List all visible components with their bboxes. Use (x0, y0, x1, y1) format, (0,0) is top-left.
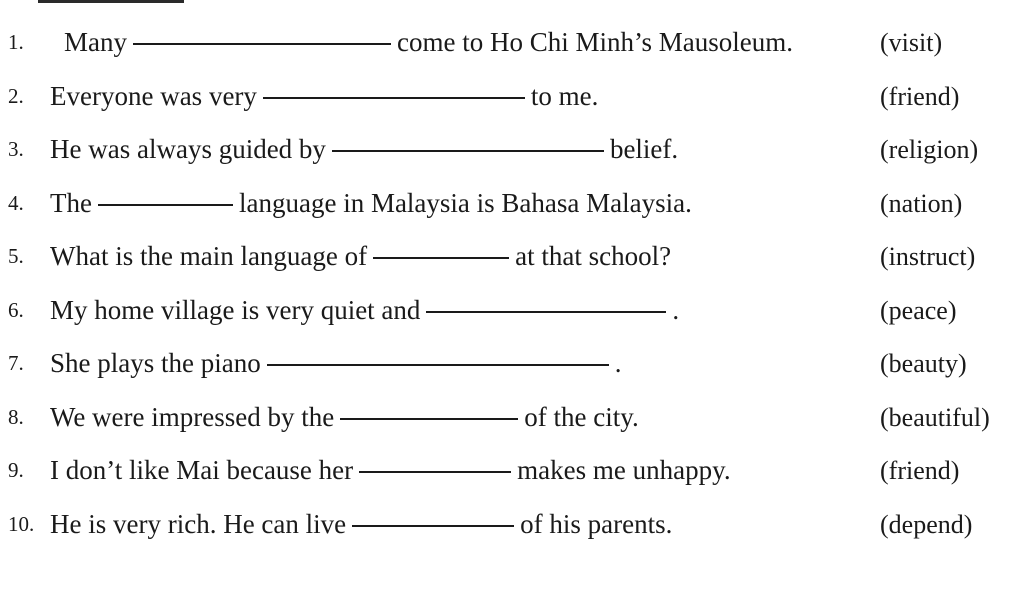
word-hint: (depend) (880, 509, 973, 539)
answer-blank[interactable] (359, 470, 511, 473)
sentence-end: makes me unhappy. (517, 455, 731, 485)
sentence-start: My home village is very quiet and (50, 294, 421, 325)
sentence-start: We were impressed by the (50, 401, 335, 432)
sentence-end: of his parents. (520, 508, 673, 539)
word-hint: (visit) (880, 28, 943, 57)
sentence-start: I don’t like Mai because her (50, 455, 354, 485)
sentence-end: at that school? (515, 241, 672, 271)
sentence-start: What is the main language of (50, 241, 368, 271)
item-sentence (50, 498, 672, 552)
exercise-item (0, 337, 1024, 391)
sentence-end: . (672, 294, 680, 325)
sentence-start: Many (64, 27, 127, 57)
item-sentence (50, 230, 671, 284)
item-number: 10. (8, 511, 35, 536)
exercise-item (0, 70, 1024, 124)
sentence-end: belief. (609, 134, 679, 164)
exercise-item (0, 123, 1024, 177)
exercise-item (0, 444, 1024, 498)
sentence-start: He is very rich. He can live (50, 508, 347, 539)
item-sentence (50, 391, 639, 445)
answer-blank[interactable] (98, 203, 233, 206)
sentence-end: of the city. (524, 401, 639, 432)
word-hint: (friend) (880, 456, 960, 485)
item-number: 5. (8, 244, 24, 268)
item-number: 2. (8, 83, 24, 108)
exercise-item (0, 16, 1024, 70)
item-number: 3. (8, 137, 24, 161)
word-hint: (nation) (880, 188, 963, 218)
word-hint: (beauty) (880, 349, 967, 378)
item-number: 6. (8, 297, 24, 322)
word-hint: (instruct) (880, 242, 976, 271)
item-number: 8. (8, 404, 24, 429)
exercise-item (0, 498, 1024, 552)
item-number: 9. (8, 458, 24, 482)
answer-blank[interactable] (267, 363, 609, 366)
item-number: 4. (8, 190, 24, 215)
answer-blank[interactable] (340, 417, 518, 420)
exercise-item (0, 177, 1024, 231)
exercise-item (0, 391, 1024, 445)
top-rule (38, 0, 184, 3)
item-sentence (64, 16, 793, 70)
exercise-item (0, 230, 1024, 284)
item-number: 7. (8, 351, 24, 375)
answer-blank[interactable] (332, 149, 604, 152)
sentence-end: come to Ho Chi Minh’s Mausoleum. (397, 27, 793, 57)
item-sentence (50, 177, 692, 231)
item-sentence (50, 284, 679, 338)
item-sentence (50, 123, 678, 177)
word-hint: (beautiful) (880, 402, 990, 432)
exercise-item (0, 284, 1024, 338)
sentence-end: . (614, 348, 622, 378)
item-number: 1. (8, 30, 24, 54)
answer-blank[interactable] (263, 96, 525, 99)
word-hint: (religion) (880, 135, 979, 164)
sentence-start: The (50, 187, 92, 218)
item-sentence (50, 337, 621, 391)
word-hint: (peace) (880, 295, 957, 325)
sentence-start: She plays the piano (50, 348, 261, 378)
word-hint: (friend) (880, 81, 960, 111)
item-sentence (50, 444, 731, 498)
answer-blank[interactable] (426, 310, 666, 313)
item-sentence (50, 70, 598, 124)
sentence-start: Everyone was very (50, 80, 257, 111)
sentence-end: to me. (530, 80, 599, 111)
answer-blank[interactable] (133, 42, 391, 45)
answer-blank[interactable] (352, 524, 514, 527)
answer-blank[interactable] (373, 256, 509, 259)
sentence-start: He was always guided by (50, 134, 326, 164)
sentence-end: language in Malaysia is Bahasa Malaysia. (238, 187, 692, 218)
exercise-list (0, 16, 1024, 551)
